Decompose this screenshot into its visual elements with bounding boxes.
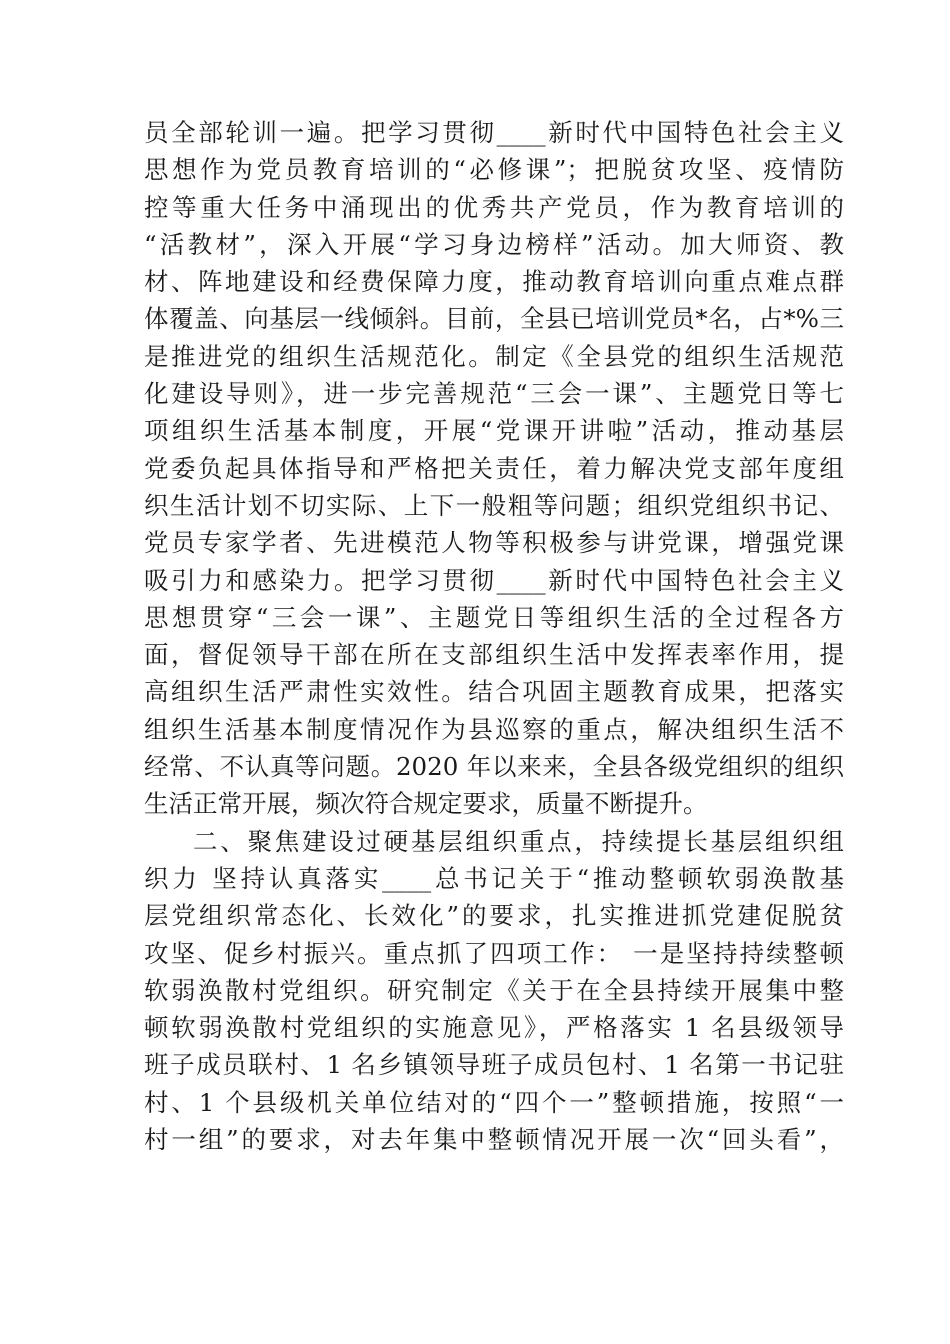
text-line: 软弱涣散村党组织。研究制定《关于在全县持续开展集中整 [144,975,844,1005]
text-line: 组织生活基本制度情况作为县巡察的重点，解决组织生活不 [144,714,844,744]
text-line: 攻坚、促乡村振兴。重点抓了四项工作： 一是坚持持续整顿 [144,938,844,968]
text-line: 村、1 个县级机关单位结对的“四个一”整顿措施，按照“一 [144,1087,844,1117]
text-line: 党员专家学者、先进模范人物等积极参与讲党课，增强党课 [144,528,844,558]
text-line: 经常、不认真等问题。2020 年以来来，全县各级党组织的组织 [144,752,844,782]
text-line: 项组织生活基本制度，开展“党课开讲啦”活动，推动基层 [144,416,844,446]
text-line: 员全部轮训一遍。把学习贯彻____新时代中国特色社会主义 [144,118,844,147]
text-line: 党委负起具体指导和严格把关责任，着力解决党支部年度组 [144,453,844,483]
text-line: 班子成员联村、1 名乡镇领导班子成员包村、1 名第一书记驻 [144,1050,844,1080]
text-line: 村一组”的要求，对去年集中整顿情况开展一次“回头看”， [144,1125,844,1155]
body-text [144,114,844,1158]
text-line: 思想作为党员教育培训的“必修课”；把脱贫攻坚、疫情防 [144,155,844,185]
text-line: 体覆盖、向基层一线倾斜。目前，全县已培训党员*名，占*%三 [144,304,844,334]
text-line: 面，督促领导干部在所在支部组织生活中发挥表率作用，提 [144,640,844,670]
text-line: 层党组织常态化、长效化”的要求，扎实推进抓党建促脱贫 [144,901,844,931]
text-line: 织生活计划不切实际、上下一般粗等问题；组织党组织书记、 [144,490,844,520]
section-heading-line: 二、聚焦建设过硬基层组织重点，持续提长基层组织组 [193,826,844,856]
text-line: 织力 坚持认真落实____总书记关于“推动整顿软弱涣散基 [144,863,844,893]
text-line: 思想贯穿“三会一课”、主题党日等组织生活的全过程各方 [144,602,844,632]
text-line: 顿软弱涣散村党组织的实施意见》，严格落实 1 名县级领导 [144,1013,844,1043]
text-line: 是推进党的组织生活规范化。制定《全县党的组织生活规范 [144,341,844,371]
text-line: 高组织生活严肃性实效性。结合巩固主题教育成果，把落实 [144,677,844,707]
text-line: 吸引力和感染力。把学习贯彻____新时代中国特色社会主义 [144,565,844,595]
text-line: “活教材”，深入开展“学习身边榜样”活动。加大师资、教 [144,229,844,259]
text-line: 化建设导则》，进一步完善规范“三会一课”、主题党日等七 [144,379,844,409]
text-line: 材、阵地建设和经费保障力度，推动教育培训向重点难点群 [144,267,844,297]
text-line: 控等重大任务中涌现出的优秀共产党员，作为教育培训的 [144,192,844,222]
paragraph-end-line: 生活正常开展，频次符合规定要求，质量不断提升。 [144,789,708,819]
